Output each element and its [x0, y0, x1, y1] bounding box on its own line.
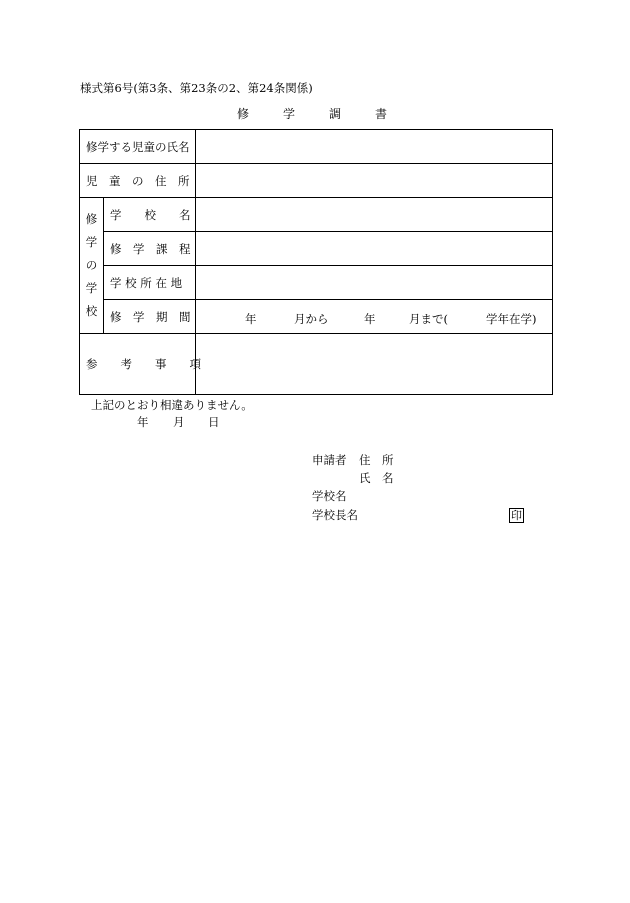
school-group-char: 校: [85, 304, 98, 318]
course-label: 修 学 課 程: [104, 232, 196, 266]
date-month: 月: [173, 415, 185, 429]
child-address-field[interactable]: [196, 164, 553, 198]
period-year-from: 年: [245, 312, 257, 326]
seal-mark: [509, 508, 524, 523]
period-grade: 学年在学): [486, 312, 537, 326]
table-row: [80, 300, 553, 334]
school-group-char: 修: [85, 212, 98, 226]
table-row: [80, 198, 553, 232]
study-form-table: [79, 129, 553, 395]
child-address-label: 児 童 の 住 所: [80, 164, 196, 198]
title-char-3: 調: [329, 107, 342, 121]
school-location-label: 学 校 所 在 地: [104, 266, 196, 300]
school-name-field[interactable]: [196, 198, 553, 232]
remarks-label: 参 考 事 項: [80, 334, 196, 395]
applicant-address-label: 住 所: [359, 453, 394, 467]
title-char-1: 修: [237, 107, 250, 121]
period-field[interactable]: [196, 300, 553, 334]
certification-text: 上記のとおり相違ありません。: [91, 398, 253, 412]
remarks-field[interactable]: [196, 334, 553, 395]
form-code: 様式第6号(第3条、第23条の2、第24条関係): [80, 81, 313, 95]
school-group-char: 学: [85, 281, 98, 295]
principal-name-label: 学校長名: [312, 508, 358, 522]
school-group-char: の: [85, 258, 98, 272]
table-row: [80, 130, 553, 164]
period-month-to: 月まで(: [409, 312, 448, 326]
seal-stamp: 印: [511, 509, 522, 522]
course-field[interactable]: [196, 232, 553, 266]
applicant-label: 申請者: [312, 453, 347, 467]
table-row: [80, 334, 553, 395]
school-location-field[interactable]: [196, 266, 553, 300]
child-name-field[interactable]: [196, 130, 553, 164]
table-row: [80, 232, 553, 266]
child-name-label: 修学する児童の氏名: [80, 130, 196, 164]
date-day: 日: [208, 415, 220, 429]
period-year-to: 年: [364, 312, 376, 326]
table-row: [80, 164, 553, 198]
title-char-2: 学: [283, 107, 296, 121]
applicant-name-label: 氏 名: [359, 471, 394, 485]
school-group-char: 学: [85, 235, 98, 249]
period-month-from: 月から: [294, 312, 329, 326]
school-name-signature-label: 学校名: [312, 489, 347, 503]
school-name-label: 学 校 名: [104, 198, 196, 232]
date-year: 年: [137, 415, 149, 429]
school-group-label: [80, 198, 104, 334]
table-row: [80, 266, 553, 300]
period-label: 修 学 期 間: [104, 300, 196, 334]
title-char-4: 書: [375, 107, 388, 121]
document-title: [237, 108, 421, 120]
